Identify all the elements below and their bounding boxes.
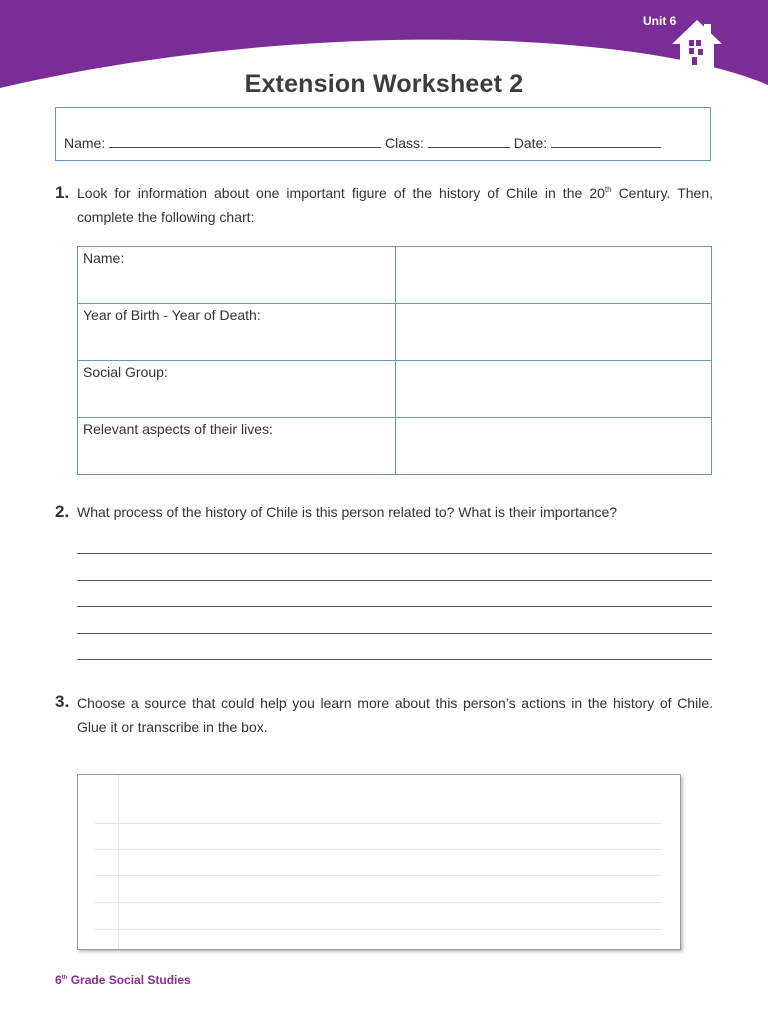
- chart-row-answer[interactable]: [396, 304, 712, 361]
- footer-subject-text: Grade Social Studies: [67, 973, 191, 987]
- paper-line: [95, 902, 661, 903]
- paper-line: [95, 875, 661, 876]
- paper-margin-line: [118, 775, 119, 949]
- chart-row-label: Relevant aspects of their lives:: [78, 418, 396, 475]
- chart-row-answer[interactable]: [396, 247, 712, 304]
- question-1-text-a: Look for information about one important figure of the history of Chile in the 20: [77, 185, 605, 201]
- footer-grade: 6: [55, 973, 62, 987]
- answer-line[interactable]: [77, 606, 712, 607]
- question-3-text: Choose a source that could help you learn more about this person’s actions in the history of Chile. Glue it or transcribe in the box.: [77, 695, 713, 735]
- paper-line: [95, 823, 661, 824]
- footer-grade-sup: th: [61, 975, 68, 981]
- chart-row-answer[interactable]: [396, 418, 712, 475]
- question-2-number: 2.: [55, 502, 70, 521]
- chart-row: [78, 304, 712, 361]
- chart-row: [78, 361, 712, 418]
- question-3-number: 3.: [55, 692, 70, 711]
- student-info-box: [55, 107, 711, 161]
- class-field[interactable]: [428, 137, 510, 148]
- paper-line: [95, 929, 661, 930]
- question-2-text: What process of the history of Chile is this person related to? What is their importance?: [77, 504, 618, 520]
- question-1-text-b: Century. Then, complete the following chart:: [77, 185, 714, 225]
- name-label: Name:: [64, 135, 106, 151]
- footer-subject: [55, 973, 191, 987]
- figure-chart: [77, 246, 712, 475]
- answer-line[interactable]: [77, 580, 712, 581]
- chart-row: [78, 247, 712, 304]
- class-label: Class:: [385, 135, 424, 151]
- chart-row-answer[interactable]: [396, 361, 712, 418]
- source-box[interactable]: [77, 774, 681, 950]
- chart-row-label: Year of Birth - Year of Death:: [78, 304, 396, 361]
- paper-line: [95, 849, 661, 850]
- unit-label: Unit 6: [643, 14, 677, 28]
- question-1-number: 1.: [55, 183, 70, 202]
- answer-line[interactable]: [77, 659, 712, 660]
- answer-line[interactable]: [77, 633, 712, 634]
- worksheet-title: Extension Worksheet 2: [244, 70, 524, 98]
- name-field[interactable]: [109, 137, 381, 148]
- date-field[interactable]: [551, 137, 661, 148]
- chart-row-label: Social Group:: [78, 361, 396, 418]
- chart-row: [78, 418, 712, 475]
- question-1-sup: th: [604, 185, 612, 194]
- date-label: Date:: [513, 135, 548, 151]
- answer-line[interactable]: [77, 553, 712, 554]
- question-1-text: [77, 181, 713, 229]
- chart-row-label: Name:: [78, 247, 396, 304]
- house-icon: [668, 16, 726, 72]
